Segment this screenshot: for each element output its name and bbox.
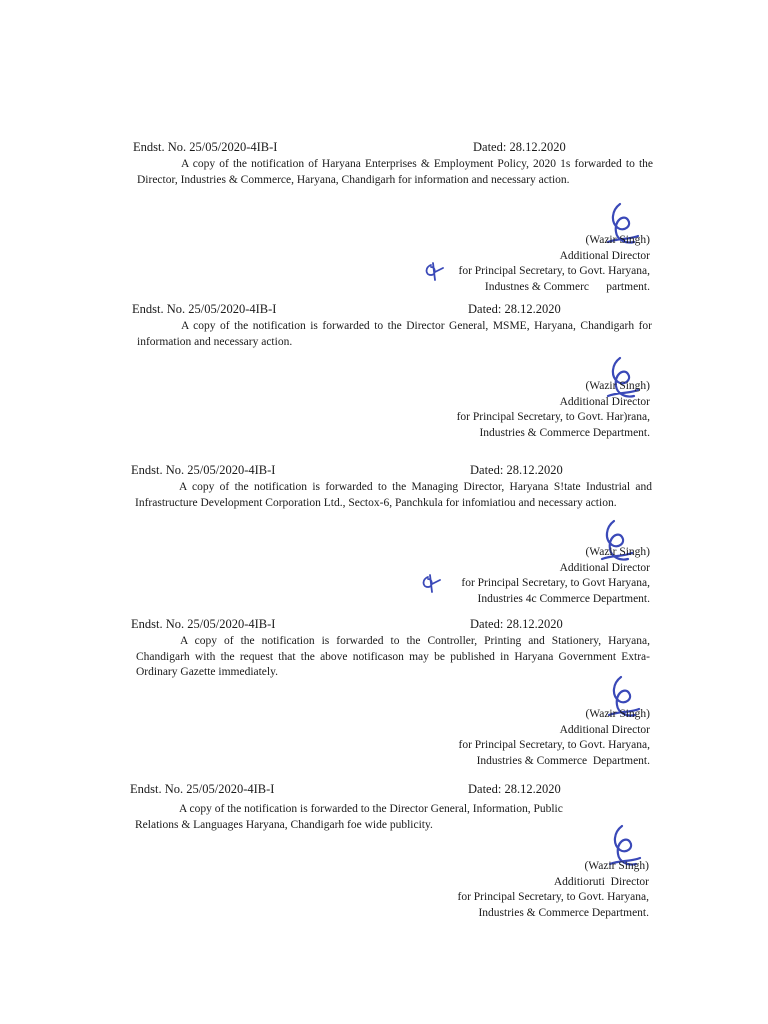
signatory-department: Industries & Commerce Department. [479,426,650,439]
signature-block [390,379,650,441]
endorsement-3 [0,463,768,605]
endorsement-number: Endst. No. 25/05/2020-4IB-I [132,302,277,316]
signatory-for-line: for Principal Secretary, to Govt Haryana, [461,577,650,589]
endorsement-date: Dated: 28.12.2020 [470,617,563,631]
endorsement-2 [0,302,768,439]
endorsement-4 [0,617,768,767]
signatory-department: Industries & Commerce Department. [478,906,649,919]
signatory-name: (Wazir Singh) [585,708,650,720]
endorsement-date: Dated: 28.12.2020 [468,782,561,796]
endorsement-header [0,302,768,318]
signatory-designation: Additioruti Director [553,875,649,888]
signatory-department: Industries 4c Commerce Department. [477,592,650,605]
endorsement-number: Endst. No. 25/05/2020-4IB-I [131,617,276,631]
endorsement-header [0,463,768,479]
signatory-name: (Wazir Singh) [585,234,650,246]
endorsement-5 [0,782,768,919]
signatory-designation: Additional Director [559,561,650,574]
signatory-for-line: for Principal Secretary, to Govt. Haryana, [458,739,650,751]
initial-mark [423,262,445,282]
endorsement-number: Endst. No. 25/05/2020-4IB-I [133,140,278,154]
endorsement-date: Dated: 28.12.2020 [470,463,563,477]
signatory-for-line: for Principal Secretary, to Govt. Har)rana, [456,411,650,423]
endorsement-header [0,617,768,633]
endorsement-body: A copy of the notification is forwarded to the Managing Director, Haryana S!tate Industrial and Infrastructure Development Corporation Ltd., Sectox-6, Panchkula for infomiatiou and necessary action. [135,481,652,509]
signatory-department: Industnes & Commerc partment. [484,280,650,293]
endorsement-number: Endst. No. 25/05/2020-4IB-I [130,782,275,796]
endorsement-date: Dated: 28.12.2020 [473,140,566,154]
signature-block [389,859,649,921]
initial-mark [420,574,442,594]
endorsement-header [0,782,768,798]
signatory-designation: Additional Director [559,395,650,408]
signatory-for-line: for Principal Secretary, to Govt. Haryana, [458,265,650,277]
endorsement-body: A copy of the notification is forwarded to the Director General, Information, Public Relations & Languages Haryana, Chandigarh foe wide publicity. [135,803,563,831]
endorsement-body: A copy of the notification is forwarded to the Controller, Printing and Stationery, Haryana, Chandigarh with the request that the above notificason may be published in Haryana Government Extra-Ordinary Gazette immediately. [136,635,650,678]
signatory-department: Industries & Commerce Department. [476,754,650,767]
endorsement-body: A copy of the notification is forwarded to the Director General, MSME, Haryana, Chandigarh for information and necessary action. [137,320,652,348]
signatory-for-line: for Principal Secretary, to Govt. Haryana, [457,891,649,903]
signatory-name: (Wazir Singh) [585,380,650,392]
endorsement-date: Dated: 28.12.2020 [468,302,561,316]
signatory-name: (Wazir Singh) [585,546,650,558]
signature-block [390,707,650,769]
signatory-designation: Additional Director [559,249,650,262]
endorsement-number: Endst. No. 25/05/2020-4IB-I [131,463,276,477]
endorsement-header [0,140,768,156]
signatory-name: (Wazir Singh) [584,860,649,872]
endorsement-body: A copy of the notification of Haryana Enterprises & Employment Policy, 2020 1s forwarded to the Director, Industries & Commerce, Haryana, Chandigarh for information and necessary action. [137,158,653,186]
signatory-designation: Additional Director [559,723,650,736]
endorsement-1 [0,140,768,293]
